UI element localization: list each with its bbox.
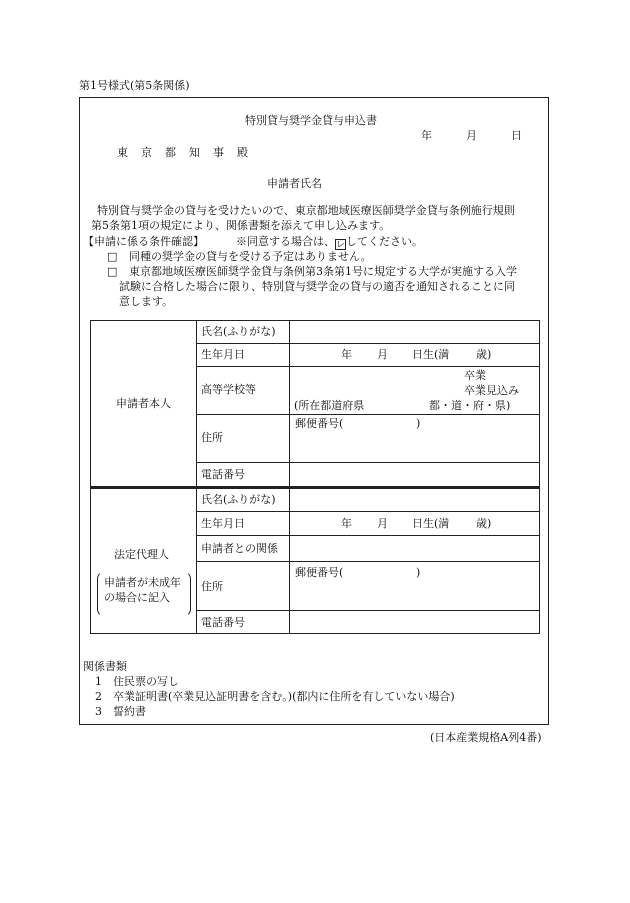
- date-month: 月: [466, 129, 477, 142]
- condition-1-text: 同種の奨学金の貸与を受ける予定はありません。: [129, 250, 372, 263]
- conditions-heading: 【申請に係る条件確認】: [83, 235, 204, 248]
- date-day: 日: [511, 129, 522, 142]
- condition-1-checkbox[interactable]: □: [107, 250, 118, 263]
- guardian-birth-year: 年: [341, 517, 352, 530]
- body-line-2: 第5条第1項の規定により、関係書類を添えて申し込みます。: [91, 219, 391, 232]
- applicant-name-field[interactable]: [293, 325, 537, 340]
- applicant-table: [90, 320, 540, 487]
- applicant-name-label: 申請者氏名: [267, 177, 322, 190]
- condition-2-text-line-1: 東京都地域医療医師奨学金貸与条例第3条第1号に規定する大学が実施する入学: [129, 265, 517, 278]
- guardian-relation-row-label: 申請者との関係: [201, 542, 278, 555]
- applicant-address-row-label: 住所: [201, 431, 223, 444]
- school-graduated: 卒業: [464, 369, 486, 382]
- guardian-note-line-1: 申請者が未成年: [104, 576, 181, 589]
- applicant-birth-month: 月: [377, 348, 388, 361]
- guardian-phone-row-label: 電話番号: [201, 616, 245, 629]
- condition-2-text-line-2: 試験に合格した場合に限り、特別貸与奨学金の貸与の適否を通知されることに同: [119, 280, 515, 293]
- guardian-birth-row-label: 生年月日: [201, 517, 245, 530]
- addressee: 東 京 都 知 事 殿: [117, 146, 249, 159]
- guardian-table: [90, 487, 540, 634]
- school-prefecture-types: 都・道・府・県): [429, 399, 511, 412]
- guardian-relation-field[interactable]: [293, 541, 537, 556]
- guardian-phone-field[interactable]: [293, 615, 537, 630]
- check-mark-icon: レ: [336, 240, 346, 250]
- form-title: 特別貸与奨学金貸与申込書: [245, 114, 377, 127]
- applicant-postal-label: 郵便番号(: [295, 417, 344, 430]
- condition-2-checkbox[interactable]: □: [107, 265, 118, 278]
- form-number: 第1号様式(第5条関係): [79, 79, 190, 92]
- applicant-birth-row-label: 生年月日: [201, 348, 245, 361]
- documents-heading: 関係書類: [83, 660, 127, 673]
- school-prefecture-open: (所在都道府県: [294, 399, 365, 412]
- applicant-postal-close: ): [416, 417, 421, 430]
- date-year: 年: [421, 129, 432, 142]
- guardian-postal-label: 郵便番号(: [295, 566, 344, 579]
- document-item-2: 2 卒業証明書(卒業見込証明書を含む。)(都内に住所を有していない場合): [95, 690, 455, 703]
- conditions-note-after: してください。: [346, 235, 423, 248]
- condition-2-text-line-3: 意します。: [119, 295, 174, 308]
- applicant-section-label: 申請者本人: [116, 397, 171, 410]
- guardian-address-row-label: 住所: [201, 580, 223, 593]
- conditions-note-before: ※同意する場合は、: [236, 235, 335, 248]
- applicant-birth-year: 年: [341, 348, 352, 361]
- guardian-birth-month: 月: [377, 517, 388, 530]
- guardian-section-label: 法定代理人: [114, 548, 169, 561]
- applicant-phone-field[interactable]: [293, 467, 537, 482]
- document-item-3: 3 誓約書: [95, 705, 146, 718]
- document-item-1: 1 住民票の写し: [95, 675, 179, 688]
- applicant-name-row-label: 氏名(ふりがな): [201, 325, 276, 338]
- guardian-name-row-label: 氏名(ふりがな): [201, 493, 276, 506]
- applicant-birth-day-age: 日生(満: [412, 348, 450, 361]
- guardian-birth-day-age: 日生(満: [412, 517, 450, 530]
- applicant-school-row-label: 高等学校等: [201, 383, 256, 396]
- applicant-phone-row-label: 電話番号: [201, 468, 245, 481]
- guardian-postal-close: ): [416, 566, 421, 579]
- body-line-1: 特別貸与奨学金の貸与を受けたいので、東京都地域医療医師奨学金貸与条例施行規則: [97, 204, 515, 217]
- conditions-note: [236, 235, 423, 250]
- guardian-name-field[interactable]: [293, 493, 537, 508]
- guardian-note-line-2: の場合に記入: [104, 591, 170, 604]
- applicant-birth-age-end: 歳): [476, 348, 492, 361]
- school-graduation-expected: 卒業見込み: [464, 384, 519, 397]
- guardian-birth-age-end: 歳): [476, 517, 492, 530]
- footer-standard: (日本産業規格A列4番): [430, 731, 542, 744]
